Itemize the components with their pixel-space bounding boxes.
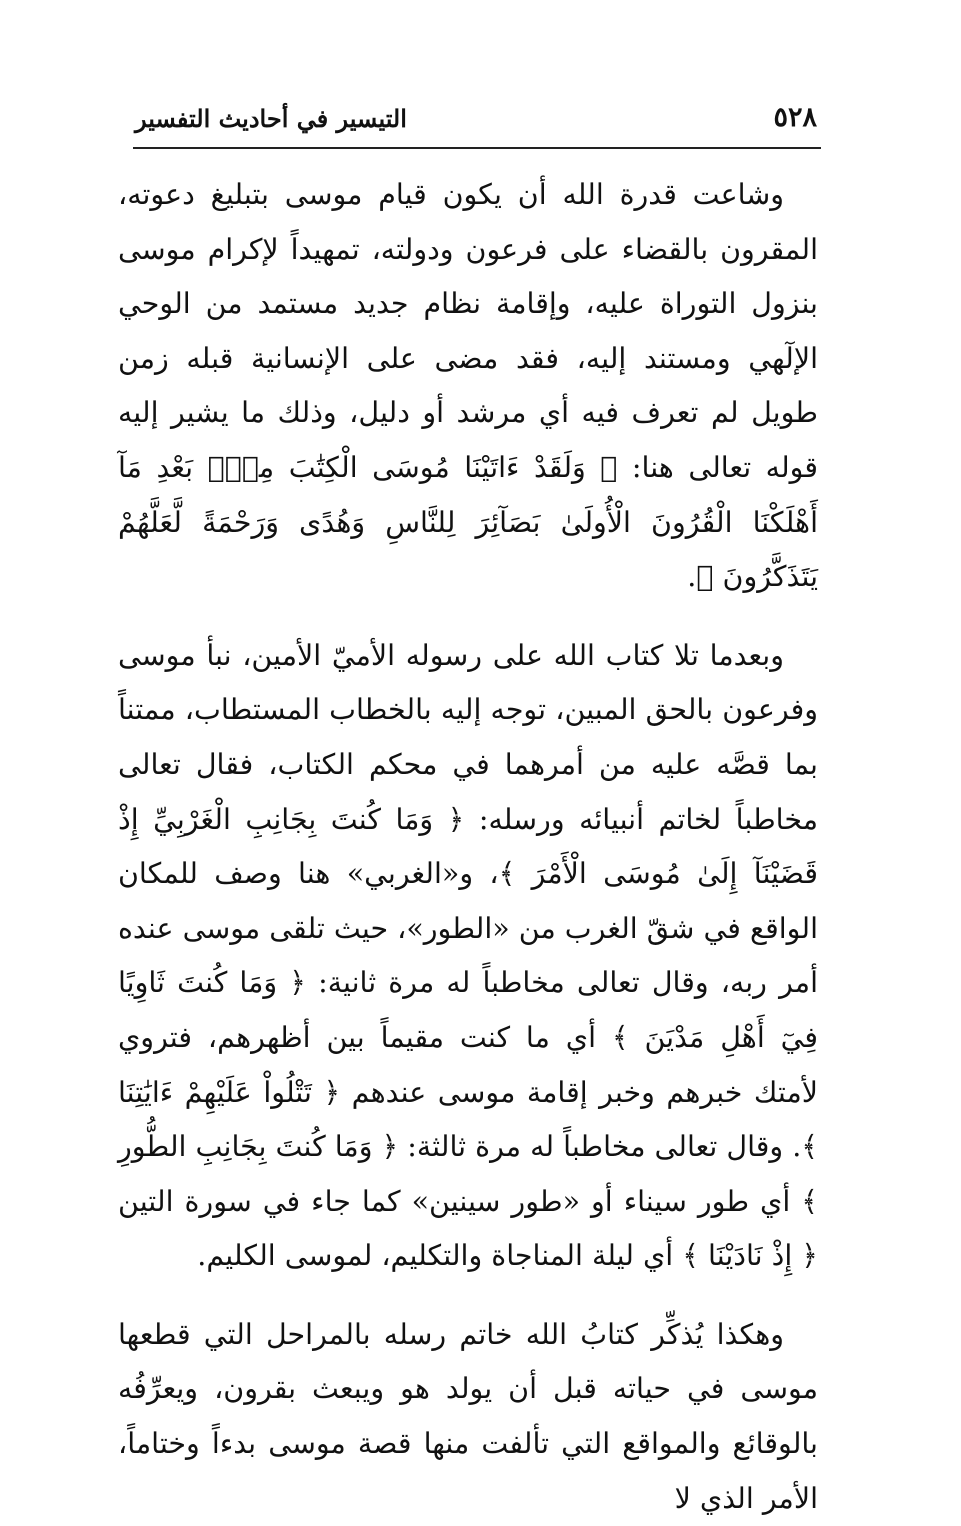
paragraph-3: وهكذا يُذكِّر كتابُ الله خاتم رسله بالمراحل التي قطعها موسى في حياته قبل أن يولد هو ويبعث بقرون، ويعرِّفُه بالوقائع والمواقع التي تألفت منها قصة موسى بدءاً وختاماً، الأمر الذي لا [118, 1317, 818, 1515]
paragraph-2: وبعدما تلا كتاب الله على رسوله الأميّ الأمين، نبأ موسى وفرعون بالحق المبين، توجه إليه بالخطاب المستطاب، ممتناً بما قصَّه عليه من أمرهما في محكم الكتاب، فقال تعالى مخاطباً لخاتم أنبيائه ورسله: ﴿ وَمَا كُنتَ بِجَانِبِ الْغَرْبِيِّ إِذْ قَضَيْنَآ إِلَىٰ مُوسَى الْأَمْرَ ﴾، و«الغربي» هنا وصف للمكان الواقع في شقّ الغرب من «الطور»، حيث تلقى موسى عنده أمر ربه، وقال تعالى مخاطباً له مرة ثانية: ﴿ وَمَا كُنتَ ثَاوِيًا فِيٓ أَهْلِ مَدْيَنَ ﴾ أي ما كنت مقيماً بين أظهرهم، فتروي لأمتك خبرهم وخبر إقامة موسى عندهم ﴿ تَتْلُواْ عَلَيْهِمْ ءَايَٰتِنَا ﴾. وقال تعالى مخاطباً له مرة ثالثة: ﴿ وَمَا كُنتَ بِجَانِبِ الطُّورِ ﴾ أي طور سيناء أو «طور سينين» كما جاء في سورة التين ﴿ إِذْ نَادَيْنَا ﴾ أي ليلة المناجاة والتكليم، لموسى الكليم. [118, 638, 818, 1273]
running-title: التيسير في أحاديث التفسير [135, 104, 407, 133]
page-number: ٥٢٨ [773, 102, 817, 133]
header-divider [133, 147, 821, 149]
paragraph-1: وشاعت قدرة الله أن يكون قيام موسى بتبليغ دعوته، المقرون بالقضاء على فرعون ودولته، تمهيداً لإكرام موسى بنزول التوراة عليه، وإقامة نظام جديد مستمد من الوحي الإلٓهي ومستند إليه، فقد مضى على الإنسانية قبله زمن طويل لم تعرف فيه أي مرشد أو دليل، وذلك ما يشير إليه قوله تعالى هنا: ﴿ وَلَقَدْ ءَاتَيْنَا مُوسَى الْكِتَٰبَ مِنْۢ بَعْدِ مَآ أَهْلَكْنَا الْقُرُونَ الْأُولَىٰ بَصَآئِرَ لِلنَّاسِ وَهُدًى وَرَحْمَةً لَّعَلَّهُمْ يَتَذَكَّرُونَ ﴾. [118, 178, 818, 594]
page-header [135, 100, 817, 140]
body-text [118, 168, 818, 1526]
